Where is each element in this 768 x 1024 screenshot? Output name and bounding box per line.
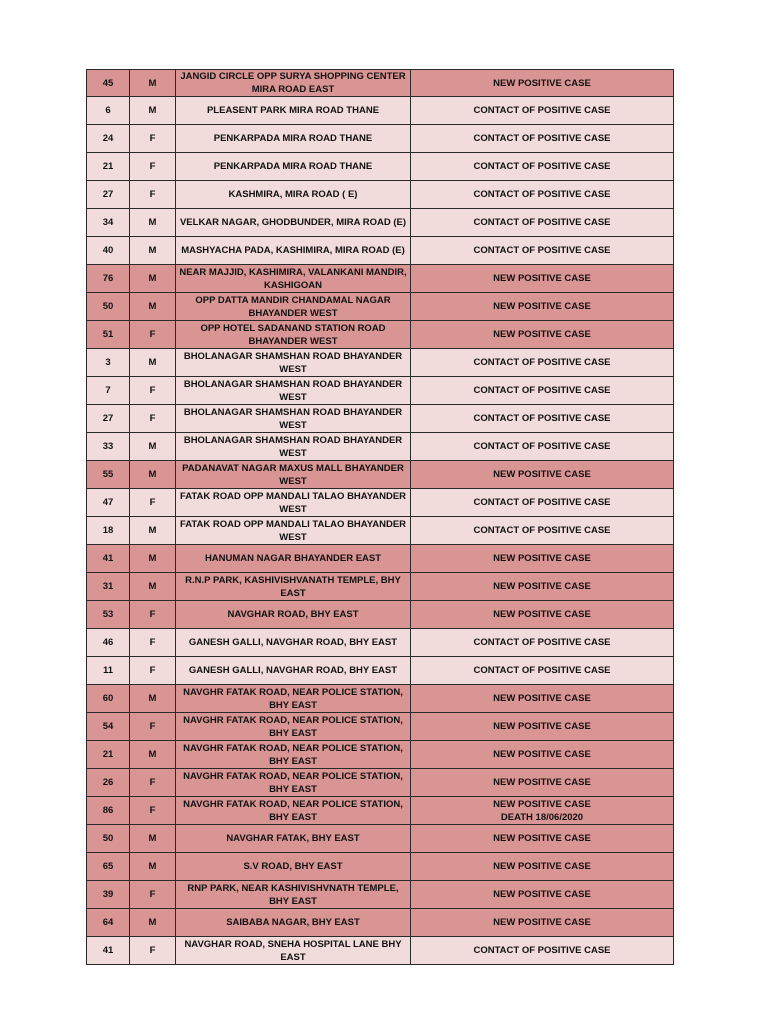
status-cell: NEW POSITIVE CASE	[411, 321, 674, 349]
table-row	[87, 769, 674, 797]
address-cell: BHOLANAGAR SHAMSHAN ROAD BHAYANDER WEST	[176, 377, 411, 405]
address-cell: RNP PARK, NEAR KASHIVISHVNATH TEMPLE, BHY EAST	[176, 881, 411, 909]
table-row	[87, 181, 674, 209]
sex-cell: M	[130, 909, 176, 937]
table-row	[87, 377, 674, 405]
address-cell: VELKAR NAGAR, GHODBUNDER, MIRA ROAD (E)	[176, 209, 411, 237]
table-row	[87, 209, 674, 237]
address-cell: FATAK ROAD OPP MANDALI TALAO BHAYANDER WEST	[176, 517, 411, 545]
age-cell: 26	[87, 769, 130, 797]
address-cell: OPP DATTA MANDIR CHANDAMAL NAGAR BHAYANDER WEST	[176, 293, 411, 321]
status-cell: CONTACT OF POSITIVE CASE	[411, 237, 674, 265]
address-cell: HANUMAN NAGAR BHAYANDER EAST	[176, 545, 411, 573]
address-cell: KASHMIRA, MIRA ROAD ( E)	[176, 181, 411, 209]
status-cell: CONTACT OF POSITIVE CASE	[411, 377, 674, 405]
sex-cell: F	[130, 321, 176, 349]
sex-cell: M	[130, 573, 176, 601]
table-row	[87, 601, 674, 629]
table-row	[87, 881, 674, 909]
status-cell: CONTACT OF POSITIVE CASE	[411, 153, 674, 181]
age-cell: 39	[87, 881, 130, 909]
age-cell: 46	[87, 629, 130, 657]
address-cell: PADANAVAT NAGAR MAXUS MALL BHAYANDER WEST	[176, 461, 411, 489]
sex-cell: M	[130, 685, 176, 713]
address-cell: BHOLANAGAR SHAMSHAN ROAD BHAYANDER WEST	[176, 349, 411, 377]
status-cell: NEW POSITIVE CASE	[411, 601, 674, 629]
table-row	[87, 685, 674, 713]
address-cell: BHOLANAGAR SHAMSHAN ROAD BHAYANDER WEST	[176, 405, 411, 433]
sex-cell: F	[130, 181, 176, 209]
age-cell: 24	[87, 125, 130, 153]
table-row	[87, 70, 674, 97]
status-cell: NEW POSITIVE CASE	[411, 769, 674, 797]
sex-cell: F	[130, 657, 176, 685]
status-cell: CONTACT OF POSITIVE CASE	[411, 405, 674, 433]
status-cell: NEW POSITIVE CASE	[411, 741, 674, 769]
age-cell: 18	[87, 517, 130, 545]
sex-cell: M	[130, 209, 176, 237]
sex-cell: M	[130, 461, 176, 489]
age-cell: 64	[87, 909, 130, 937]
sex-cell: M	[130, 545, 176, 573]
status-cell: NEW POSITIVE CASE	[411, 909, 674, 937]
table-row	[87, 629, 674, 657]
status-cell: NEW POSITIVE CASE	[411, 713, 674, 741]
table-row	[87, 797, 674, 825]
age-cell: 7	[87, 377, 130, 405]
sex-cell: M	[130, 517, 176, 545]
table-row	[87, 97, 674, 125]
table-row	[87, 349, 674, 377]
address-cell: PENKARPADA MIRA ROAD THANE	[176, 153, 411, 181]
status-cell: CONTACT OF POSITIVE CASE	[411, 517, 674, 545]
sex-cell: M	[130, 265, 176, 293]
address-cell: NAVGHR FATAK ROAD, NEAR POLICE STATION, BHY EAST	[176, 741, 411, 769]
age-cell: 60	[87, 685, 130, 713]
table-row	[87, 573, 674, 601]
table-row	[87, 265, 674, 293]
age-cell: 27	[87, 181, 130, 209]
status-cell: NEW POSITIVE CASE	[411, 70, 674, 97]
address-cell: BHOLANAGAR SHAMSHAN ROAD BHAYANDER WEST	[176, 433, 411, 461]
age-cell: 47	[87, 489, 130, 517]
age-cell: 54	[87, 713, 130, 741]
address-cell: JANGID CIRCLE OPP SURYA SHOPPING CENTER MIRA ROAD EAST	[176, 70, 411, 97]
status-cell: NEW POSITIVE CASE	[411, 293, 674, 321]
table-row	[87, 517, 674, 545]
age-cell: 21	[87, 741, 130, 769]
address-cell: SAIBABA NAGAR, BHY EAST	[176, 909, 411, 937]
address-cell: MASHYACHA PADA, KASHIMIRA, MIRA ROAD (E)	[176, 237, 411, 265]
address-cell: NAVGHR FATAK ROAD, NEAR POLICE STATION, BHY EAST	[176, 685, 411, 713]
age-cell: 86	[87, 797, 130, 825]
cases-table	[86, 69, 674, 965]
status-cell: CONTACT OF POSITIVE CASE	[411, 629, 674, 657]
sex-cell: F	[130, 125, 176, 153]
age-cell: 50	[87, 825, 130, 853]
sex-cell: F	[130, 881, 176, 909]
sex-cell: M	[130, 853, 176, 881]
address-cell: FATAK ROAD OPP MANDALI TALAO BHAYANDER WEST	[176, 489, 411, 517]
address-cell: PLEASENT PARK MIRA ROAD THANE	[176, 97, 411, 125]
table-row	[87, 713, 674, 741]
table-row	[87, 825, 674, 853]
address-cell: S.V ROAD, BHY EAST	[176, 853, 411, 881]
sex-cell: M	[130, 825, 176, 853]
age-cell: 31	[87, 573, 130, 601]
age-cell: 45	[87, 70, 130, 97]
age-cell: 53	[87, 601, 130, 629]
status-cell: CONTACT OF POSITIVE CASE	[411, 209, 674, 237]
sex-cell: F	[130, 601, 176, 629]
age-cell: 34	[87, 209, 130, 237]
age-cell: 41	[87, 545, 130, 573]
status-cell: CONTACT OF POSITIVE CASE	[411, 433, 674, 461]
status-cell: CONTACT OF POSITIVE CASE	[411, 125, 674, 153]
table-row	[87, 657, 674, 685]
cases-table-body	[87, 70, 674, 965]
table-row	[87, 237, 674, 265]
sex-cell: M	[130, 741, 176, 769]
sex-cell: M	[130, 97, 176, 125]
sex-cell: F	[130, 797, 176, 825]
address-cell: GANESH GALLI, NAVGHAR ROAD, BHY EAST	[176, 657, 411, 685]
table-row	[87, 405, 674, 433]
address-cell: NAVGHAR FATAK, BHY EAST	[176, 825, 411, 853]
table-row	[87, 741, 674, 769]
status-cell: NEW POSITIVE CASE	[411, 685, 674, 713]
address-cell: NAVGHAR ROAD, SNEHA HOSPITAL LANE BHY EAST	[176, 937, 411, 965]
age-cell: 55	[87, 461, 130, 489]
status-cell: NEW POSITIVE CASE	[411, 853, 674, 881]
status-cell: NEW POSITIVE CASE	[411, 825, 674, 853]
table-row	[87, 489, 674, 517]
address-cell: OPP HOTEL SADANAND STATION ROAD BHAYANDER WEST	[176, 321, 411, 349]
status-text: NEW POSITIVE CASE	[493, 798, 591, 810]
age-cell: 41	[87, 937, 130, 965]
age-cell: 50	[87, 293, 130, 321]
table-row	[87, 937, 674, 965]
address-cell: NAVGHR FATAK ROAD, NEAR POLICE STATION, BHY EAST	[176, 713, 411, 741]
status-cell: CONTACT OF POSITIVE CASE	[411, 97, 674, 125]
table-row	[87, 545, 674, 573]
sex-cell: M	[130, 237, 176, 265]
age-cell: 51	[87, 321, 130, 349]
sex-cell: F	[130, 153, 176, 181]
status-cell: NEW POSITIVE CASE	[411, 881, 674, 909]
age-cell: 11	[87, 657, 130, 685]
sex-cell: M	[130, 70, 176, 97]
sex-cell: F	[130, 405, 176, 433]
age-cell: 27	[87, 405, 130, 433]
sex-cell: M	[130, 433, 176, 461]
sex-cell: F	[130, 629, 176, 657]
status-cell: CONTACT OF POSITIVE CASE	[411, 181, 674, 209]
status-cell: CONTACT OF POSITIVE CASE	[411, 489, 674, 517]
status-cell: NEW POSITIVE CASE	[411, 573, 674, 601]
sex-cell: F	[130, 377, 176, 405]
address-cell: NAVGHR FATAK ROAD, NEAR POLICE STATION, BHY EAST	[176, 797, 411, 825]
status-note: DEATH 18/06/2020	[500, 811, 584, 823]
sex-cell: M	[130, 293, 176, 321]
age-cell: 76	[87, 265, 130, 293]
table-row	[87, 909, 674, 937]
address-cell: PENKARPADA MIRA ROAD THANE	[176, 125, 411, 153]
address-cell: NEAR MAJJID, KASHIMIRA, VALANKANI MANDIR, KASHIGOAN	[176, 265, 411, 293]
status-cell	[411, 797, 674, 825]
table-row	[87, 125, 674, 153]
sex-cell: F	[130, 937, 176, 965]
status-cell: CONTACT OF POSITIVE CASE	[411, 657, 674, 685]
address-cell: NAVGHAR ROAD, BHY EAST	[176, 601, 411, 629]
sex-cell: F	[130, 489, 176, 517]
address-cell: NAVGHR FATAK ROAD, NEAR POLICE STATION, BHY EAST	[176, 769, 411, 797]
table-row	[87, 433, 674, 461]
table-row	[87, 853, 674, 881]
age-cell: 65	[87, 853, 130, 881]
sex-cell: F	[130, 713, 176, 741]
status-cell: NEW POSITIVE CASE	[411, 265, 674, 293]
table-row	[87, 321, 674, 349]
age-cell: 6	[87, 97, 130, 125]
table-row	[87, 293, 674, 321]
age-cell: 33	[87, 433, 130, 461]
table-row	[87, 153, 674, 181]
status-cell: NEW POSITIVE CASE	[411, 461, 674, 489]
status-cell: CONTACT OF POSITIVE CASE	[411, 937, 674, 965]
status-cell: CONTACT OF POSITIVE CASE	[411, 349, 674, 377]
table-row	[87, 461, 674, 489]
age-cell: 40	[87, 237, 130, 265]
status-cell: NEW POSITIVE CASE	[411, 545, 674, 573]
sex-cell: M	[130, 349, 176, 377]
sex-cell: F	[130, 769, 176, 797]
address-cell: R.N.P PARK, KASHIVISHVANATH TEMPLE, BHY EAST	[176, 573, 411, 601]
age-cell: 21	[87, 153, 130, 181]
age-cell: 3	[87, 349, 130, 377]
address-cell: GANESH GALLI, NAVGHAR ROAD, BHY EAST	[176, 629, 411, 657]
